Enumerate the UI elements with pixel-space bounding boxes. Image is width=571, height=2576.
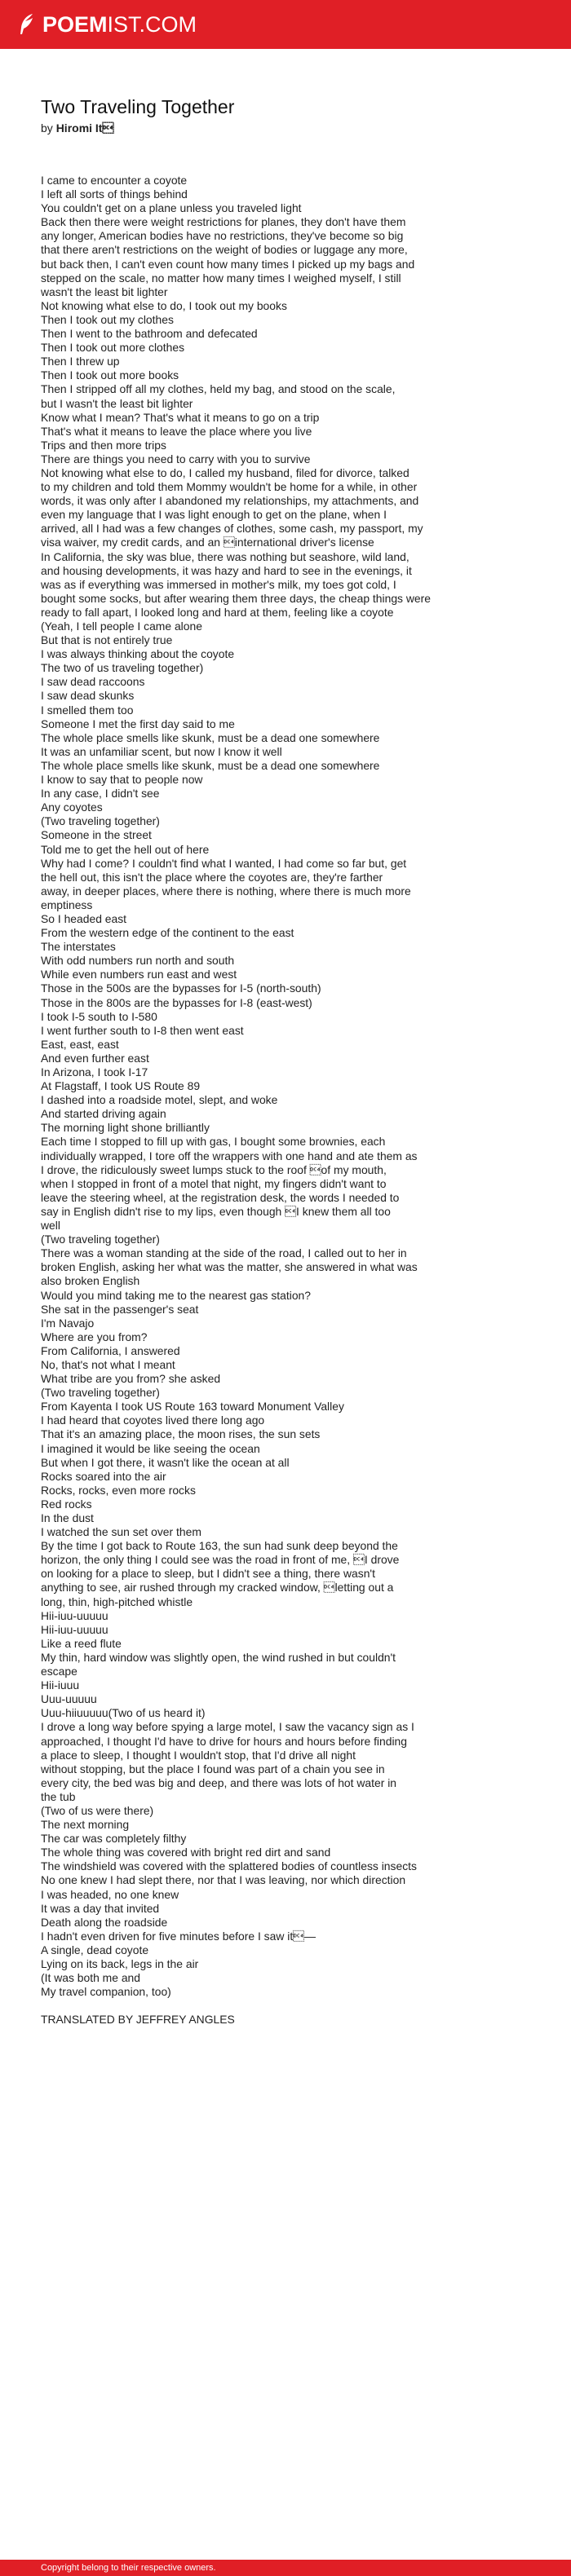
poem-line: The interstates bbox=[41, 940, 116, 954]
poem-line: I saw dead skunks bbox=[41, 689, 135, 703]
poem-line: (Two traveling together) bbox=[41, 1233, 160, 1246]
poem-line: Death along the roadside bbox=[41, 1915, 168, 1929]
poem-line: I took I-5 south to I-580 bbox=[41, 1009, 157, 1023]
poem-line: She sat in the passenger's seat bbox=[41, 1302, 199, 1316]
poem-body bbox=[41, 174, 481, 1999]
poem-line: I saw dead raccoons bbox=[41, 675, 145, 689]
poem-line: The windshield was covered with the splattered bodies of countless insects bbox=[41, 1859, 417, 1873]
poem-line: And even further east bbox=[41, 1051, 149, 1065]
poem-line: the hell out, this isn't the place where the coyotes are, they're farther bbox=[41, 870, 383, 884]
poem-line: Know what I mean? That's what it means to go on a trip bbox=[41, 410, 320, 424]
logo-wordmark: POEMIST.COM bbox=[42, 12, 197, 37]
poem-line: The whole thing was covered with bright red dirt and sand bbox=[41, 1846, 331, 1859]
poem-line: also broken English bbox=[41, 1274, 140, 1288]
poem-line: leave the steering wheel, at the registration desk, the words I needed to bbox=[41, 1190, 400, 1204]
poem-line: No, that's not what I meant bbox=[41, 1357, 175, 1371]
poem-line: That it's an amazing place, the moon rises, the sun sets bbox=[41, 1427, 321, 1441]
author-link[interactable]: Hiromi It bbox=[55, 121, 114, 135]
poem-line: on looking for a place to sleep, but I didn't see a thing, there wasn't bbox=[41, 1567, 375, 1581]
poem-line: Then I stripped off all my clothes, held my bag, and stood on the scale, bbox=[41, 382, 396, 396]
poem-line: I left all sorts of things behind bbox=[41, 187, 188, 201]
poem-line: Then I took out more clothes bbox=[41, 341, 185, 355]
poem-line: I went further south to I-8 then went east bbox=[41, 1023, 244, 1037]
poem-line: Then I threw up bbox=[41, 355, 120, 368]
site-logo[interactable] bbox=[18, 11, 197, 37]
poem-line: Why had I come? I couldn't find what I wanted, I had come so far but, get bbox=[41, 856, 407, 870]
poem-line: when I stopped in front of a motel that night, my fingers didn't want to bbox=[41, 1176, 387, 1190]
site-footer bbox=[0, 2560, 571, 2576]
poem-line: No one knew I had slept there, nor that I was leaving, nor which direction bbox=[41, 1873, 406, 1887]
poem-line: Told me to get the hell out of here bbox=[41, 842, 210, 856]
poem-line: My travel companion, too) bbox=[41, 1985, 171, 1999]
poem-byline bbox=[41, 121, 481, 135]
poem-line: That's what it means to leave the place where you live bbox=[41, 424, 312, 438]
poem-line: East, east, east bbox=[41, 1037, 119, 1051]
poem-line: Not knowing what else to do, I called my husband, filed for divorce, talked bbox=[41, 465, 409, 479]
poem-line: Any coyotes bbox=[41, 801, 103, 814]
poem-line: Trips and then more trips bbox=[41, 438, 166, 452]
poem-line: I imagined it would be like seeing the ocean bbox=[41, 1441, 260, 1455]
poem-line: Each time I stopped to fill up with gas, I bought some brownies, each bbox=[41, 1135, 386, 1149]
poem-line: I had heard that coyotes lived there long ago bbox=[41, 1414, 265, 1427]
poem-line: Those in the 800s are the bypasses for I-8 (east-west) bbox=[41, 995, 312, 1009]
poem-line: say in English didn't rise to my lips, even though I knew them all too bbox=[41, 1204, 391, 1218]
poem-line: Lying on its back, legs in the air bbox=[41, 1957, 199, 1970]
poem-line: but I wasn't the least bit lighter bbox=[41, 396, 193, 410]
poem-line: Then I took out more books bbox=[41, 368, 179, 382]
poem-line: but back then, I can't even count how many times I picked up my bags and bbox=[41, 257, 415, 271]
poem-line: Rocks, rocks, even more rocks bbox=[41, 1483, 196, 1497]
poem-line: Then I went to the bathroom and defecated bbox=[41, 327, 258, 341]
poem-line: So I headed east bbox=[41, 911, 127, 925]
poem-line: (Yeah, I tell people I came alone bbox=[41, 620, 202, 633]
poem-line: I hadn't even driven for five minutes before I saw it— bbox=[41, 1929, 316, 1943]
poem-container bbox=[41, 95, 481, 2027]
poem-line: was as if everything was immersed in mother's milk, my toes got cold, I bbox=[41, 577, 396, 591]
poem-line: It was an unfamiliar scent, but now I know it well bbox=[41, 744, 282, 758]
poem-line: But that is not entirely true bbox=[41, 633, 173, 647]
poem-line: I came to encounter a coyote bbox=[41, 174, 188, 187]
poem-line: (Two traveling together) bbox=[41, 814, 160, 828]
poem-line: You couldn't get on a plane unless you traveled light bbox=[41, 201, 302, 215]
poem-line: ready to fall apart, I looked long and hard at them, feeling like a coyote bbox=[41, 605, 394, 619]
poem-line: The next morning bbox=[41, 1818, 130, 1832]
poem-line: It was a day that invited bbox=[41, 1901, 160, 1915]
poem-line: (Two of us were there) bbox=[41, 1803, 154, 1817]
poem-line: At Flagstaff, I took US Route 89 bbox=[41, 1079, 201, 1093]
poem-line: The car was completely filthy bbox=[41, 1832, 187, 1846]
poem-line: The morning light shone brilliantly bbox=[41, 1121, 210, 1135]
poem-line: My thin, hard window was slightly open, the wind rushed in but couldn't bbox=[41, 1650, 396, 1664]
poem-line: well bbox=[41, 1219, 60, 1233]
poem-line: bought some socks, but after wearing them three days, the cheap things were bbox=[41, 591, 431, 605]
quill-icon bbox=[18, 13, 36, 36]
poem-line: even my language that I was light enough to get on the plane, when I bbox=[41, 508, 387, 522]
poem-line: I watched the sun set over them bbox=[41, 1525, 201, 1539]
poem-line: Would you mind taking me to the nearest gas station? bbox=[41, 1288, 311, 1302]
poem-line: What tribe are you from? she asked bbox=[41, 1372, 221, 1386]
poem-line: Rocks soared into the air bbox=[41, 1469, 166, 1483]
poem-line: There are things you need to carry with you to survive bbox=[41, 452, 311, 465]
poem-line: Uuu-uuuuu bbox=[41, 1692, 97, 1706]
poem-line: I smelled them too bbox=[41, 703, 134, 717]
poem-line: visa waiver, my credit cards, and an international driver's license bbox=[41, 536, 374, 549]
poem-line: approached, I thought I'd have to drive for hours and hours before finding bbox=[41, 1734, 407, 1748]
poem-line: I drove, the ridiculously sweet lumps stuck to the roof of my mouth, bbox=[41, 1162, 387, 1176]
poem-line: long, thin, high-pitched whistle bbox=[41, 1595, 193, 1608]
poem-line: In any case, I didn't see bbox=[41, 787, 160, 801]
poem-line: words, it was only after I abandoned my relationships, my attachments, and bbox=[41, 494, 419, 508]
poem-line: that there aren't restrictions on the weight of bodies or luggage any more, bbox=[41, 243, 408, 257]
poem-line: emptiness bbox=[41, 898, 93, 911]
poem-line: From California, I answered bbox=[41, 1343, 180, 1357]
poem-line: a place to sleep, I thought I wouldn't stop, that I'd drive all night bbox=[41, 1748, 356, 1762]
poem-line: I dashed into a roadside motel, slept, and woke bbox=[41, 1093, 278, 1107]
poem-line: Red rocks bbox=[41, 1497, 92, 1511]
poem-line: Those in the 500s are the bypasses for I-5 (north-south) bbox=[41, 981, 321, 995]
poem-line: A single, dead coyote bbox=[41, 1943, 149, 1956]
poem-line: I drove a long way before spying a large motel, I saw the vacancy sign as I bbox=[41, 1720, 414, 1734]
by-label: by bbox=[41, 121, 53, 135]
poem-line: The whole place smells like skunk, must be a dead one somewhere bbox=[41, 730, 380, 744]
poem-line: Like a reed flute bbox=[41, 1636, 122, 1650]
site-header bbox=[0, 0, 571, 49]
poem-line: In Arizona, I took I-17 bbox=[41, 1065, 148, 1078]
poem-line: In California, the sky was blue, there was nothing but seashore, wild land, bbox=[41, 549, 409, 563]
poem-line: Where are you from? bbox=[41, 1330, 148, 1343]
poem-line: Someone I met the first day said to me bbox=[41, 717, 235, 730]
poem-line: In the dust bbox=[41, 1511, 94, 1524]
poem-line: the tub bbox=[41, 1789, 76, 1803]
poem-line: (Two traveling together) bbox=[41, 1386, 160, 1400]
poem-line: every city, the bed was big and deep, and there was lots of hot water in bbox=[41, 1775, 397, 1789]
poem-line: Back then there were weight restrictions for planes, they don't have them bbox=[41, 215, 406, 229]
poem-line: With odd numbers run north and south bbox=[41, 954, 235, 968]
poem-line: any longer, American bodies have no restrictions, they've become so big bbox=[41, 229, 404, 243]
poem-title: Two Traveling Together bbox=[41, 96, 235, 117]
poem-line: individually wrapped, I tore off the wrappers with one hand and ate them as bbox=[41, 1149, 418, 1162]
poem-line: Not knowing what else to do, I took out my books bbox=[41, 298, 287, 312]
poem-line: anything to see, air rushed through my cracked window, letting out a bbox=[41, 1581, 394, 1595]
poem-line: to my children and told them Mommy wouldn't be home for a while, in other bbox=[41, 480, 418, 494]
poem-line: broken English, asking her what was the matter, she answered in what was bbox=[41, 1260, 418, 1274]
poem-line: I was always thinking about the coyote bbox=[41, 647, 235, 661]
poem-line: Hii-iuu-uuuuu bbox=[41, 1622, 108, 1636]
poem-line: There was a woman standing at the side of the road, I called out to her in bbox=[41, 1246, 407, 1260]
poem-line: horizon, the only thing I could see was the road in front of me, I drove bbox=[41, 1553, 400, 1567]
poem-line: But when I got there, it wasn't like the ocean at all bbox=[41, 1455, 290, 1469]
poem-line: arrived, all I had was a few changes of clothes, some cash, my passport, my bbox=[41, 522, 423, 536]
poem-line: away, in deeper places, where there is nothing, where there is much more bbox=[41, 884, 411, 898]
poem-line: stepped on the scale, no matter how many times I weighed myself, I still bbox=[41, 271, 401, 285]
copyright-text: Copyright belong to their respective owners. bbox=[41, 2563, 216, 2573]
poem-line: Hii-iuu-uuuuu bbox=[41, 1608, 108, 1622]
poem-line: Someone in the street bbox=[41, 828, 152, 842]
poem-line: (It was both me and bbox=[41, 1971, 140, 1985]
poem-line: Then I took out my clothes bbox=[41, 312, 174, 326]
poem-line: I'm Navajo bbox=[41, 1316, 95, 1330]
poem-line: And started driving again bbox=[41, 1107, 166, 1121]
poem-line: While even numbers run east and west bbox=[41, 968, 237, 981]
translator-credit: TRANSLATED BY JEFFREY ANGLES bbox=[41, 2013, 235, 2027]
poem-line: escape bbox=[41, 1665, 77, 1678]
poem-line: Hii-iuuu bbox=[41, 1678, 80, 1692]
poem-line: From Kayenta I took US Route 163 toward Monument Valley bbox=[41, 1400, 344, 1414]
poem-line: The whole place smells like skunk, must be a dead one somewhere bbox=[41, 758, 380, 772]
poem-line: Uuu-hiiuuuuu(Two of us heard it) bbox=[41, 1706, 206, 1720]
poem-line: I know to say that to people now bbox=[41, 773, 203, 787]
poem-line: The two of us traveling together) bbox=[41, 661, 204, 675]
poem-line: and housing developments, it was hazy and hard to see in the evenings, it bbox=[41, 563, 412, 577]
poem-line: without stopping, but the place I found was part of a chain you see in bbox=[41, 1762, 385, 1775]
poem-line: From the western edge of the continent to the east bbox=[41, 926, 294, 940]
poem-line: By the time I got back to Route 163, the sun had sunk deep beyond the bbox=[41, 1539, 398, 1553]
poem-line: I was headed, no one knew bbox=[41, 1887, 179, 1901]
poem-line: wasn't the least bit lighter bbox=[41, 285, 168, 298]
